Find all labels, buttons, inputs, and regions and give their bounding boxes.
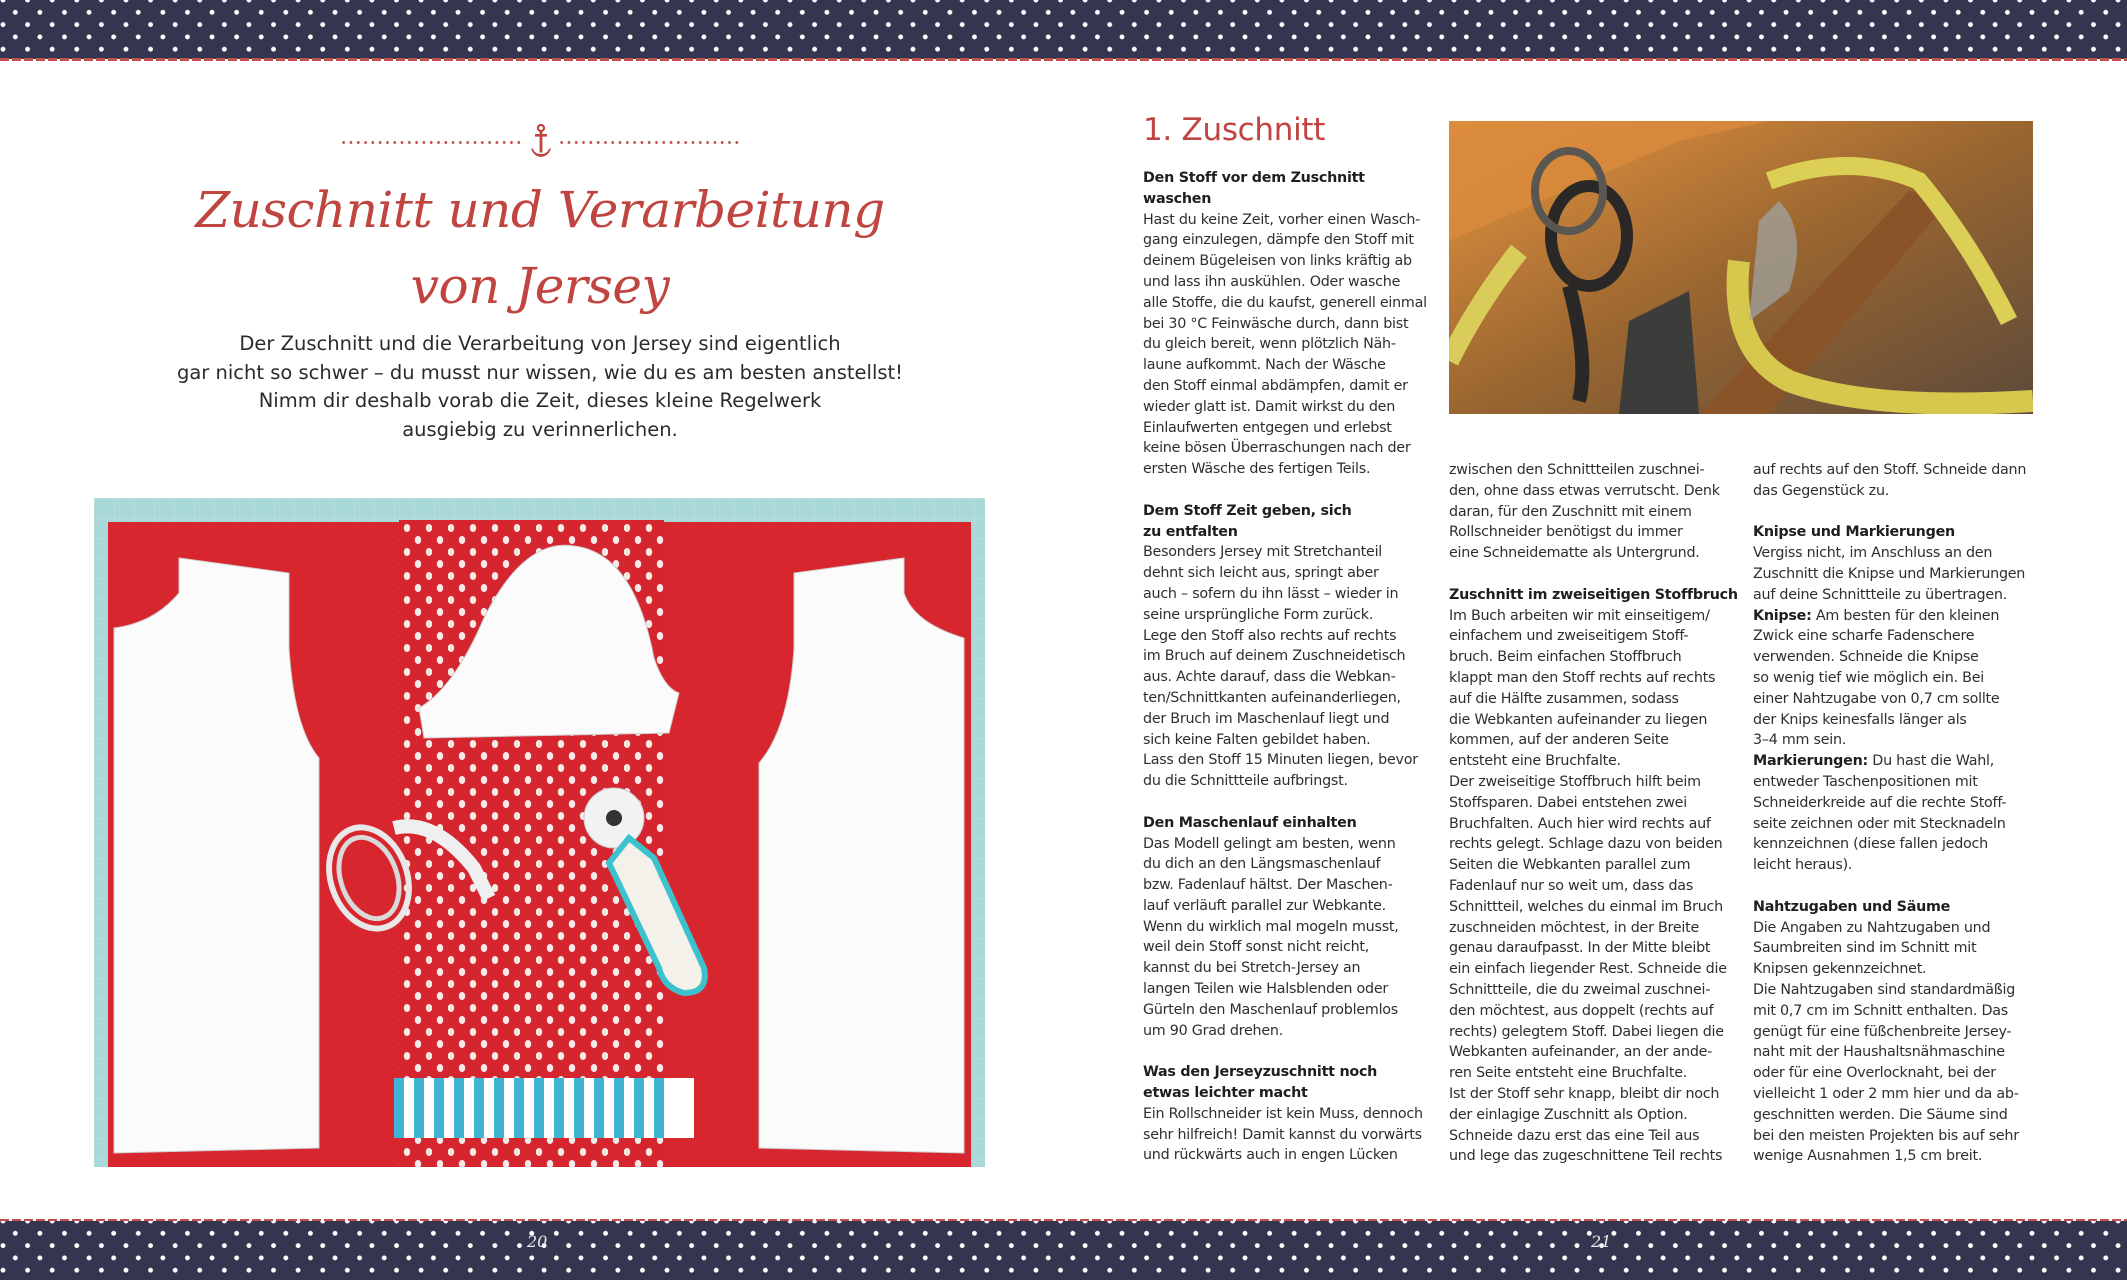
body-line: Schneiderkreide auf die rechte Stoff- — [1753, 794, 2007, 811]
body-line: Lege den Stoff also rechts auf rechts — [1143, 627, 1397, 644]
body-line: zwischen den Schnittteilen zuschnei- — [1449, 462, 1705, 478]
body-line: wenige Ausnahmen 1,5 cm breit. — [1753, 1148, 1983, 1165]
body-line: so wenig tief wie möglich ein. Bei — [1753, 669, 1984, 686]
body-line: du die Schnittteile aufbringst. — [1143, 773, 1348, 790]
title-line: von Jersey — [410, 257, 670, 315]
body-line: Im Buch arbeiten wir mit einseitigem/ — [1449, 607, 1710, 624]
body-line: den möchtest, aus doppelt (rechts auf — [1449, 1002, 1714, 1019]
body-line: Besonders Jersey mit Stretchanteil — [1143, 544, 1383, 561]
body-line: Saumbreiten sind im Schnitt mit — [1753, 940, 1977, 957]
body-line: langen Teilen wie Halsblenden oder — [1143, 981, 1389, 998]
body-line: Das Modell gelingt am besten, wenn — [1143, 835, 1396, 852]
body-line: lauf verläuft parallel zur Webkante. — [1143, 897, 1386, 914]
text-column-1 — [1143, 168, 1439, 1166]
top-polka-dot-band — [0, 0, 2127, 59]
body-line: leicht heraus). — [1753, 857, 1853, 874]
body-line: deinem Bügeleisen von links kräftig ab — [1143, 253, 1412, 270]
paragraph-gap — [1143, 1041, 1439, 1062]
body-line: Die Nahtzugaben sind standardmäßig — [1753, 981, 2016, 998]
body-line: der Knips keinesfalls länger als — [1753, 711, 1967, 728]
body-line: du gleich bereit, wenn plötzlich Näh- — [1143, 336, 1396, 353]
photo-scissors-and-tape-measure — [1449, 121, 2033, 414]
body-line: Bruchfalten. Auch hier wird rechts auf — [1449, 815, 1711, 832]
body-line: Webkanten aufeinander, an der ande- — [1449, 1044, 1713, 1061]
body-line: gang einzulegen, dämpfe den Stoff mit — [1143, 232, 1414, 249]
body-line: Rollschneider benötigst du immer — [1449, 524, 1683, 541]
paragraph-gap — [1449, 564, 1745, 585]
scissors-drawer-illustration — [1449, 121, 2033, 414]
subheading-line: Zuschnitt im zweiseitigen Stoffbruch — [1449, 586, 1738, 603]
paragraph-gap — [1143, 792, 1439, 813]
body-line: Die Angaben zu Nahtzugaben und — [1753, 919, 1991, 936]
body-line: alle Stoffe, die du kaufst, generell einmal — [1143, 294, 1427, 311]
subheading-line: Den Maschenlauf einhalten — [1143, 814, 1357, 831]
text-column-3 — [1753, 460, 2049, 1167]
body-line: sich keine Falten gebildet haben. — [1143, 731, 1371, 748]
bottom-polka-dot-band — [0, 1221, 2127, 1280]
body-line: wieder glatt ist. Damit wirkst du den — [1143, 398, 1396, 415]
body-line: Zuschnitt die Knipse und Markierungen — [1753, 565, 2026, 582]
body-line: Fadenlauf nur so weit um, dass das — [1449, 877, 1694, 894]
body-line: kennzeichnen (diese fallen jedoch — [1753, 836, 1988, 853]
body-line: naht mit der Haushaltsnähmaschine — [1753, 1044, 2005, 1061]
body-line: das Gegenstück zu. — [1753, 482, 1890, 499]
subheading-line: Was den Jerseyzuschnitt noch — [1143, 1064, 1378, 1081]
body-line: du dich an den Längsmaschenlauf — [1143, 856, 1381, 873]
body-line: bzw. Fadenlauf hältst. Der Maschen- — [1143, 877, 1393, 894]
body-line: Gürteln den Maschenlauf problemlos — [1143, 1001, 1398, 1018]
body-line: ersten Wäsche des fertigen Teils. — [1143, 461, 1371, 478]
paragraph-gap — [1753, 876, 2049, 897]
body-line: 3–4 mm sein. — [1753, 732, 1847, 749]
body-line: bruch. Beim einfachen Stoffbruch — [1449, 649, 1682, 666]
body-line — [1753, 606, 2049, 627]
page-number-left: 20 — [527, 1232, 548, 1251]
body-line: daran, für den Zuschnitt mit einem — [1449, 503, 1692, 520]
body-line: Knipsen gekennzeichnet. — [1753, 961, 1927, 978]
title-ornament — [340, 124, 740, 164]
body-line: Ein Rollschneider ist kein Muss, dennoch — [1143, 1105, 1423, 1122]
body-line: sehr hilfreich! Damit kannst du vorwärts — [1143, 1126, 1422, 1143]
body-text: Du hast die Wahl, — [1868, 753, 1995, 770]
body-line: seite zeichnen oder mit Stecknadeln — [1753, 815, 2006, 832]
body-text: Am besten für den kleinen — [1811, 607, 2000, 624]
body-line: oder für eine Overlocknaht, bei der — [1753, 1065, 1996, 1082]
text-column-2 — [1449, 460, 1745, 1167]
body-line: die Webkanten aufeinander zu liegen — [1449, 711, 1708, 728]
body-line: und rückwärts auch in engen Lücken — [1143, 1147, 1398, 1164]
body-line: zuschneiden möchtest, in der Breite — [1449, 919, 1700, 936]
body-line: im Bruch auf deinem Zuschneidetisch — [1143, 648, 1406, 665]
body-line: der Bruch im Maschenlauf liegt und — [1143, 710, 1390, 727]
page-number-right: 21 — [1591, 1232, 1612, 1251]
fabric-scene-illustration — [94, 498, 985, 1167]
paragraph-gap — [1143, 480, 1439, 501]
body-line: einfachem und zweiseitigem Stoff- — [1449, 628, 1689, 645]
body-line: Stoffsparen. Dabei entstehen zwei — [1449, 794, 1687, 811]
subheading-line: etwas leichter macht — [1143, 1085, 1308, 1102]
body-line — [1753, 751, 2049, 772]
body-line: rechts gelegt. Schlage dazu von beiden — [1449, 836, 1723, 853]
body-line: bei den meisten Projekten bis auf sehr — [1753, 1127, 2019, 1144]
subheading-line: Nahtzugaben und Säume — [1753, 898, 1951, 915]
subheading-line: Knipse und Markierungen — [1753, 524, 1955, 541]
body-line: geschnitten werden. Die Säume sind — [1753, 1106, 2008, 1123]
body-line: entweder Taschenpositionen mit — [1753, 773, 1978, 790]
subheading-line: zu entfalten — [1143, 523, 1238, 540]
body-line: Schneide dazu erst das eine Teil aus — [1449, 1127, 1700, 1144]
body-line: und lege das zugeschnittene Teil rechts — [1449, 1148, 1723, 1165]
body-line: um 90 Grad drehen. — [1143, 1022, 1284, 1039]
body-line: laune aufkommt. Nach der Wäsche — [1143, 357, 1386, 374]
body-line: Lass den Stoff 15 Minuten liegen, bevor — [1143, 752, 1418, 769]
body-line: mit 0,7 cm im Schnitt enthalten. Das — [1753, 1002, 2008, 1019]
body-line: auf deine Schnittteile zu übertragen. — [1753, 586, 2007, 603]
body-line: Hast du keine Zeit, vorher einen Wasch- — [1143, 211, 1421, 228]
subheading-line: waschen — [1143, 190, 1212, 207]
body-line: eine Schneidematte als Untergrund. — [1449, 545, 1700, 562]
body-line: und lass ihn auskühlen. Oder wasche — [1143, 273, 1401, 290]
body-line: Ist der Stoff sehr knapp, bleibt dir noch — [1449, 1085, 1720, 1102]
body-line: genügt für eine füßchenbreite Jersey- — [1753, 1023, 2012, 1040]
body-line: verwenden. Schneide die Knipse — [1753, 649, 1979, 666]
body-line: Schnittteil, welches du einmal im Bruch — [1449, 898, 1723, 915]
body-line: Der zweiseitige Stoffbruch hilft beim — [1449, 773, 1701, 790]
body-line: keine bösen Überraschungen nach der — [1143, 440, 1411, 457]
inline-label: Markierungen: — [1753, 753, 1869, 770]
title-line: Zuschnitt und Verarbeitung — [195, 181, 885, 239]
body-line: Wenn du wirklich mal mogeln musst, — [1143, 918, 1399, 935]
intro-line: gar nicht so schwer – du musst nur wissen, wie du es am besten anstellst! — [176, 360, 903, 384]
body-line: dehnt sich leicht aus, springt aber — [1143, 565, 1379, 582]
body-line: Zwick eine scharfe Fadenschere — [1753, 628, 1975, 645]
body-line: den Stoff einmal abdämpfen, damit er — [1143, 377, 1408, 394]
body-line: auf rechts auf den Stoff. Schneide dann — [1753, 462, 2027, 478]
body-line: ten/Schnittkanten aufeinanderliegen, — [1143, 689, 1401, 706]
subheading-line: Den Stoff vor dem Zuschnitt — [1143, 170, 1365, 186]
page-title — [180, 172, 900, 324]
intro-line: ausgiebig zu verinnerlichen. — [402, 417, 678, 441]
paragraph-gap — [1753, 502, 2049, 523]
body-line: auch – sofern du ihn lässt – wieder in — [1143, 585, 1399, 602]
body-line: kommen, auf der anderen Seite — [1449, 732, 1669, 749]
section-heading: 1. Zuschnitt — [1143, 112, 1326, 148]
intro-line: Nimm dir deshalb vorab die Zeit, dieses kleine Regelwerk — [258, 389, 822, 412]
inline-label: Knipse: — [1753, 607, 1812, 624]
body-line: Einlaufwerten entgegen und erlebst — [1143, 419, 1392, 436]
body-line: den, ohne dass etwas verrutscht. Denk — [1449, 482, 1720, 499]
body-line: der einlagige Zuschnitt als Option. — [1449, 1106, 1688, 1123]
body-line: klappt man den Stoff rechts auf rechts — [1449, 669, 1716, 686]
anchor-icon — [529, 124, 553, 160]
body-line: Seiten die Webkanten parallel zum — [1449, 857, 1691, 874]
body-line: genau daraufpasst. In der Mitte bleibt — [1449, 940, 1711, 957]
body-line: bei 30 °C Feinwäsche durch, dann bist — [1143, 315, 1409, 332]
body-line: Schnittteile, die du zweimal zuschnei- — [1449, 981, 1711, 998]
body-line: Vergiss nicht, im Anschluss an den — [1753, 545, 1993, 562]
subheading-line: Dem Stoff Zeit geben, sich — [1143, 502, 1352, 519]
body-line: rechts) gelegtem Stoff. Dabei liegen die — [1449, 1023, 1724, 1040]
photo-pattern-pieces-on-fabric — [94, 498, 985, 1167]
body-line: seine ursprüngliche Form zurück. — [1143, 606, 1374, 623]
body-line: vielleicht 1 oder 2 mm hier und da ab- — [1753, 1085, 2019, 1102]
dotted-rule-left — [340, 141, 522, 144]
body-line: ren Seite entsteht eine Bruchfalte. — [1449, 1065, 1688, 1082]
body-line: einer Nahtzugabe von 0,7 cm sollte — [1753, 690, 2000, 707]
body-line: entsteht eine Bruchfalte. — [1449, 753, 1621, 770]
intro-paragraph — [150, 330, 930, 444]
dotted-rule-right — [558, 141, 740, 144]
body-line: weil dein Stoff sonst nicht reicht, — [1143, 939, 1370, 956]
intro-line: Der Zuschnitt und die Verarbeitung von Jersey sind eigentlich — [239, 332, 841, 355]
body-line: auf die Hälfte zusammen, sodass — [1449, 690, 1679, 707]
body-line: ein einfach liegender Rest. Schneide die — [1449, 961, 1727, 978]
body-line: kannst du bei Stretch-Jersey an — [1143, 960, 1361, 977]
top-dashed-rule — [0, 58, 2127, 61]
body-line: aus. Achte darauf, dass die Webkan- — [1143, 669, 1396, 686]
